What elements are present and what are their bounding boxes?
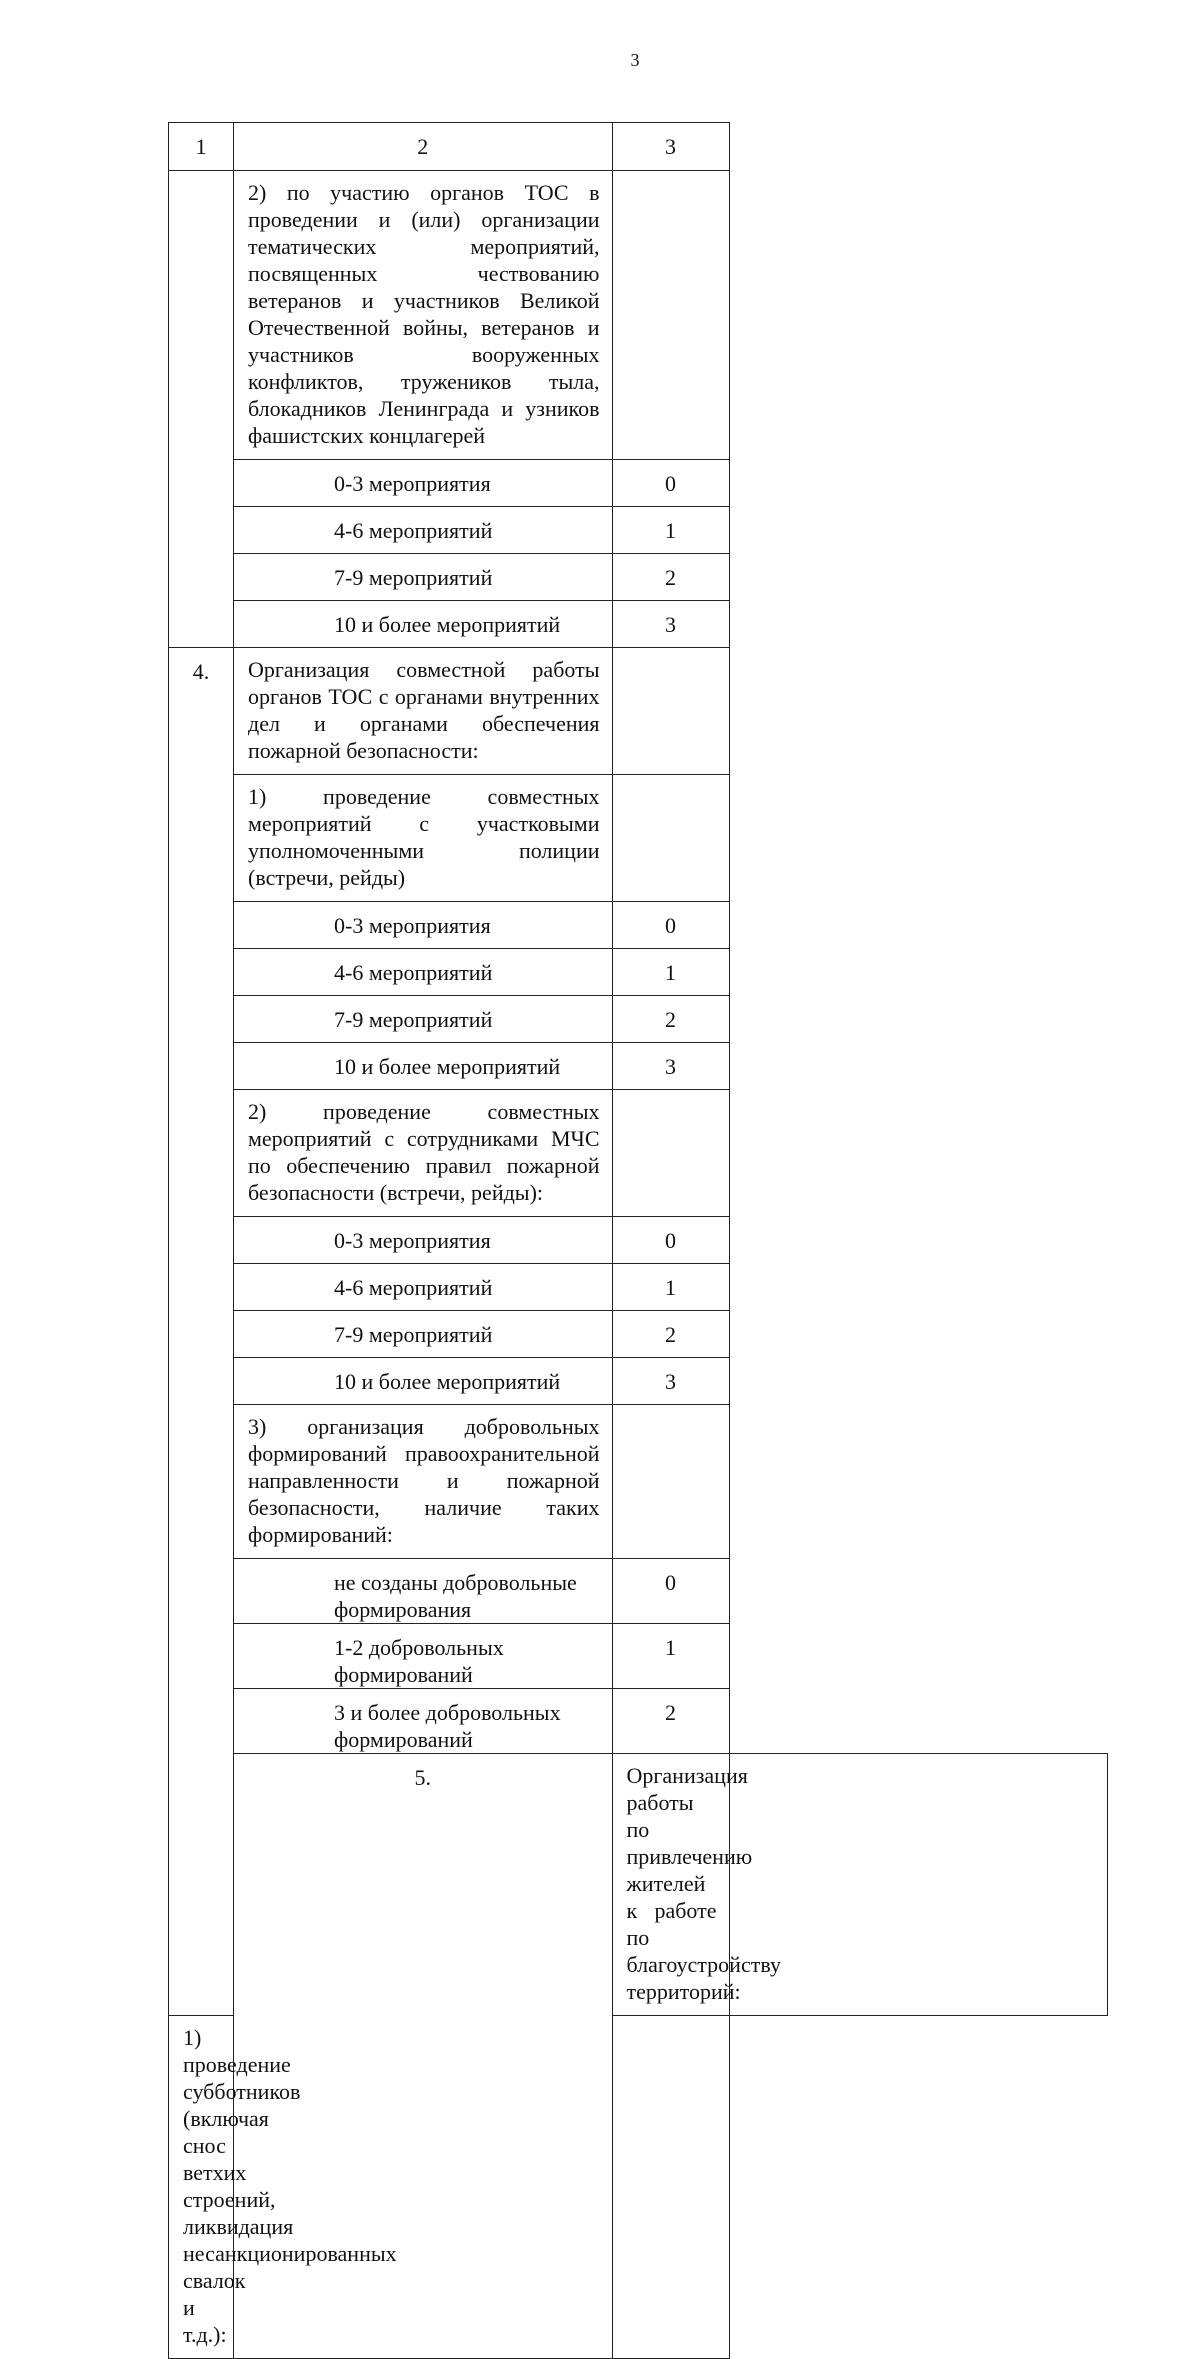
option-score: 1 [612,507,729,554]
option-label: 7-9 мероприятий [234,996,613,1043]
s5-title-score [729,1754,1108,2016]
s3-sub2-score [612,171,729,460]
table-row [169,902,1108,949]
s3-sub2-text: 2) по участию органов ТОС в проведении и (или) организации тематических мероприятий, посвященных чествованию ветеранов и участников Великой Отечественной войны, ветеранов и участников вооруженных конфликтов, тружеников тыла, блокадников Ленинграда и узников фашистских концлагерей [234,171,613,460]
s5-title-row [169,1754,1108,2016]
option-score: 0 [612,1217,729,1264]
s4-sub1-row [169,775,1108,902]
option-label: 10 и более мероприятий [234,1043,613,1090]
s5-sub1-score [612,2016,729,2359]
option-label: 7-9 мероприятий [234,1311,613,1358]
s4-number: 4. [169,648,234,2016]
option-label: 4-6 мероприятий [234,949,613,996]
option-score: 3 [612,1358,729,1405]
option-score: 2 [612,1689,729,1754]
option-score: 2 [612,996,729,1043]
option-label: 4-6 мероприятий [234,507,613,554]
option-label: 0-3 мероприятия [234,902,613,949]
option-label: 7-9 мероприятий [234,554,613,601]
s4-title: Организация совместной работы органов ТОС с органами внутренних дел и органами обеспечения пожарной безопасности: [234,648,613,775]
option-label: 1-2 добровольных формирований [234,1624,613,1689]
table-header-row [169,123,1108,171]
table-row [169,949,1108,996]
table-row [169,996,1108,1043]
table-row [169,1559,1108,1624]
header-col-3: 3 [612,123,729,171]
s3-sub2-row [169,171,1108,460]
s5-number: 5. [234,1754,613,2359]
s4-sub3-text: 3) организация добровольных формирований правоохранительной направленности и пожарной безопасности, наличие таких формирований: [234,1405,613,1559]
page-number: 3 [630,50,640,70]
option-score: 1 [612,949,729,996]
table-row [169,1217,1108,1264]
s4-sub3-score [612,1405,729,1559]
table-row [169,1264,1108,1311]
option-label: 4-6 мероприятий [234,1264,613,1311]
s4-sub2-text: 2) проведение совместных мероприятий с сотрудниками МЧС по обеспечению правил пожарной безопасности (встречи, рейды): [234,1090,613,1217]
option-score: 0 [612,460,729,507]
option-score: 2 [612,554,729,601]
option-score: 3 [612,601,729,648]
s4-sub2-row [169,1090,1108,1217]
table-row [169,1624,1108,1689]
option-score: 1 [612,1264,729,1311]
header-col-1: 1 [169,123,234,171]
option-score: 2 [612,1311,729,1358]
table-row [169,1358,1108,1405]
option-label: 10 и более мероприятий [234,1358,613,1405]
s5-title: Организация работы по привлечению жителей к работе по благоустройству территорий: [612,1754,729,2016]
option-score: 3 [612,1043,729,1090]
option-label: 0-3 мероприятия [234,460,613,507]
option-label: 0-3 мероприятия [234,1217,613,1264]
option-score: 0 [612,902,729,949]
s4-title-score [612,648,729,775]
s5-sub1-text: 1) проведение субботников (включая снос ветхих строений, ликвидация несанкционированных свалок и т.д.): [169,2016,234,2359]
s3-number-cell [169,171,234,648]
option-label: не созданы добровольные формирования [234,1559,613,1624]
table-row [169,460,1108,507]
s4-sub3-row [169,1405,1108,1559]
header-col-2: 2 [234,123,613,171]
option-score: 1 [612,1624,729,1689]
s4-title-row [169,648,1108,775]
option-label: 10 и более мероприятий [234,601,613,648]
table-row [169,1043,1108,1090]
s4-sub1-text: 1) проведение совместных мероприятий с участковыми уполномоченными полиции (встречи, рейды) [234,775,613,902]
s4-sub2-score [612,1090,729,1217]
option-label: 3 и более добровольных формирований [234,1689,613,1754]
table-row [169,1311,1108,1358]
s4-sub1-score [612,775,729,902]
table-row [169,507,1108,554]
table-row [169,554,1108,601]
table-row [169,1689,1108,1754]
option-score: 0 [612,1559,729,1624]
table-row [169,601,1108,648]
criteria-table [168,122,1108,2359]
